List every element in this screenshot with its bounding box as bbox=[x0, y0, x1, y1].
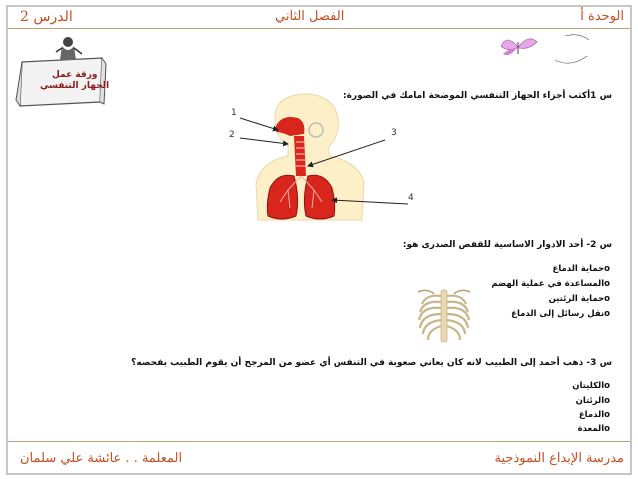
label-3: 3 bbox=[391, 128, 397, 138]
question3-option-2[interactable]: oالرئتان bbox=[575, 396, 610, 406]
lesson-label: الدرس 2 bbox=[20, 9, 73, 25]
question3-title bbox=[131, 358, 612, 368]
question2-option-4[interactable]: oنقل رسائل إلى الدماغ bbox=[511, 309, 610, 319]
question3-text: ذهب أحمد إلى الطبيب لانه كان يعاني صعوبة في التنفس أي عضو من المرجح أن يقوم الطبيب بفحصه؟ bbox=[131, 358, 584, 368]
question2-prefix: س 2- bbox=[586, 240, 612, 250]
school-name: مدرسة الإبداع النموذجية bbox=[494, 451, 624, 466]
question2-option-3[interactable]: oحماية الرئتين bbox=[548, 294, 610, 304]
arrow-4 bbox=[332, 200, 408, 204]
question3-option-1[interactable]: oالكليتان bbox=[572, 381, 610, 391]
unit-label: الوحدة أ bbox=[580, 9, 624, 24]
question2-option-2[interactable]: oالمساعدة في عملية الهضم bbox=[491, 279, 610, 289]
label-1: 1 bbox=[231, 108, 237, 118]
rib-cage-illustration bbox=[414, 288, 474, 346]
label-2: 2 bbox=[229, 130, 235, 140]
arrow-3 bbox=[308, 140, 385, 166]
arrow-2 bbox=[240, 138, 288, 144]
label-4: 4 bbox=[408, 193, 414, 203]
question1-text: أكتب أجزاء الجهاز التنفسي الموضحة امامك في الصورة: bbox=[343, 91, 591, 101]
question3-option-3[interactable]: oالدماغ bbox=[578, 410, 610, 420]
question2-option-1[interactable]: oحماية الدماغ bbox=[552, 264, 610, 274]
question1-prefix: س 1 bbox=[590, 91, 612, 101]
teacher-name: المعلمة . . عائشة علي سلمان bbox=[20, 451, 183, 466]
worksheet-card-line2: الجهاز التنفسي bbox=[40, 81, 110, 91]
chapter-label: الفصل الثاني bbox=[275, 9, 345, 24]
question2-text: أحد الادوار الاساسية للقفص الصدرى هو: bbox=[402, 240, 584, 250]
question3-prefix: س 3- bbox=[586, 358, 612, 368]
worksheet-card-line1: ورقة عمل bbox=[52, 70, 98, 80]
arrow-1 bbox=[240, 118, 278, 130]
question2-title bbox=[403, 240, 612, 250]
question3-option-4[interactable]: oالمعدة bbox=[577, 424, 610, 434]
